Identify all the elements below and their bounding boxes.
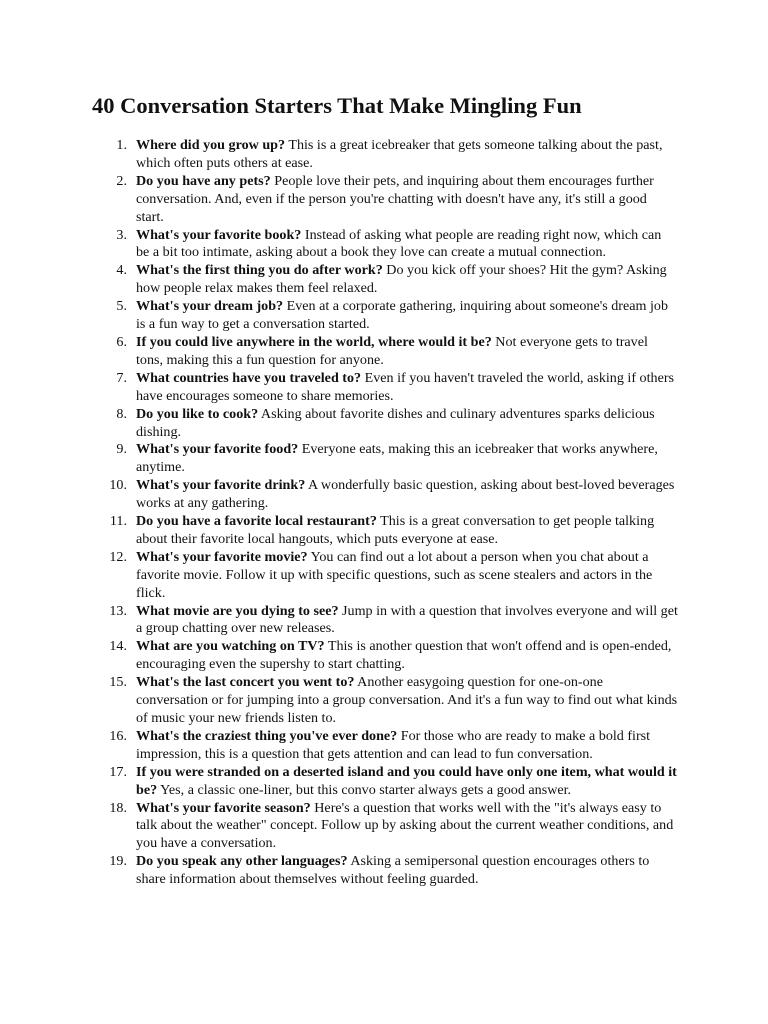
list-item <box>0 334 768 370</box>
item-number: 18. <box>109 799 127 816</box>
list-item <box>0 262 768 298</box>
item-text: This is another question that won't offend and is open-ended, encouraging even the supershy to start chatting. <box>136 638 672 673</box>
item-question: Do you speak any other languages? <box>136 853 348 870</box>
item-question: What's your favorite movie? <box>136 548 308 565</box>
item-question: What's the craziest thing you've ever done? <box>136 727 398 744</box>
list-item <box>0 603 768 639</box>
list-item <box>0 853 768 889</box>
item-text: Instead of asking what people are reading right now, which can be a bit too intimate, asking about a book they love can create a mutual connection. <box>136 226 662 261</box>
list-item <box>0 764 768 800</box>
item-text: Here's a question that works well with the "it's always easy to talk about the weather" concept. Follow up by asking about the current weather conditions, and you have a conversation. <box>136 799 674 852</box>
item-text: You can find out a lot about a person when you chat about a favorite movie. Follow it up with specific questions, such as scene stealers and actors in the flick. <box>136 548 653 601</box>
item-question: What are you watching on TV? <box>136 638 325 655</box>
list-item <box>0 441 768 477</box>
item-number: 4. <box>116 262 127 279</box>
list-item <box>0 513 768 549</box>
item-number: 2. <box>116 172 127 189</box>
item-question: What's your favorite drink? <box>136 477 306 494</box>
list-item <box>0 173 768 227</box>
item-number: 3. <box>116 226 127 243</box>
item-text: Everyone eats, making this an icebreaker that works anywhere, anytime. <box>136 441 658 476</box>
item-text: This is a great conversation to get people talking about their favorite local hangouts, which puts everyone at ease. <box>136 513 655 547</box>
list-item <box>0 728 768 764</box>
item-text: Asking a semipersonal question encourages others to share information about themselves without feeling guarded. <box>136 853 650 888</box>
item-text: A wonderfully basic question, asking about best-loved beverages works at any gathering. <box>136 477 675 512</box>
list-item <box>0 674 768 728</box>
item-text: For those who are ready to make a bold first impression, this is a question that gets attention and can lead to fun conversation. <box>136 727 651 762</box>
list-item <box>0 137 768 173</box>
item-question: What's your dream job? <box>136 298 284 315</box>
item-question: Do you have any pets? <box>136 172 271 189</box>
item-number: 12. <box>109 548 127 565</box>
item-question: What's your favorite food? <box>136 441 299 458</box>
item-question: Where did you grow up? <box>136 137 286 153</box>
item-text: Not everyone gets to travel tons, making this a fun question for anyone. <box>136 333 648 368</box>
item-question: If you could live anywhere in the world, where would it be? <box>136 333 492 350</box>
list-item <box>0 370 768 406</box>
item-question: What countries have you traveled to? <box>136 369 362 386</box>
item-number: 9. <box>116 441 127 458</box>
item-number: 14. <box>109 638 127 655</box>
item-question: What's the last concert you went to? <box>136 674 355 691</box>
item-number: 5. <box>116 298 127 315</box>
document-title: 40 Conversation Starters That Make Mingling Fun <box>92 93 582 118</box>
item-number: 19. <box>109 853 127 870</box>
item-number: 13. <box>109 602 127 619</box>
item-text: This is a great icebreaker that gets someone talking about the past, which often puts others at ease. <box>136 137 663 171</box>
item-text: Even at a corporate gathering, inquiring about someone's dream job is a fun way to get a conversation started. <box>136 298 669 333</box>
list-item <box>0 638 768 674</box>
item-number: 11. <box>109 513 127 530</box>
item-question: Do you like to cook? <box>136 405 259 422</box>
list-item <box>0 298 768 334</box>
item-question: What movie are you dying to see? <box>136 602 339 619</box>
item-number: 15. <box>109 674 127 691</box>
item-text: Jump in with a question that involves everyone and will get a group chatting over new releases. <box>136 602 678 637</box>
item-question: What's the first thing you do after work? <box>136 262 383 279</box>
list-item <box>0 227 768 263</box>
item-number: 16. <box>109 727 127 744</box>
item-question: What's your favorite season? <box>136 799 311 816</box>
item-number: 7. <box>116 369 127 386</box>
item-question: Do you have a favorite local restaurant? <box>136 513 377 530</box>
item-text: Do you kick off your shoes? Hit the gym? Asking how people relax makes them feel relaxed. <box>136 262 667 297</box>
starter-list <box>0 137 768 889</box>
item-text: Asking about favorite dishes and culinary adventures sparks delicious dishing. <box>136 405 655 440</box>
item-number: 6. <box>116 333 127 350</box>
item-question: What's your favorite book? <box>136 226 302 243</box>
item-number: 1. <box>116 137 127 153</box>
item-number: 17. <box>109 763 127 780</box>
item-text: Yes, a classic one-liner, but this convo starter always gets a good answer. <box>157 781 572 798</box>
item-text: People love their pets, and inquiring about them encourages further conversation. And, even if the person you're chatting with doesn't have any, it's still a good start. <box>136 172 654 225</box>
list-item <box>0 477 768 513</box>
item-text: Even if you haven't traveled the world, asking if others have encourages someone to share memories. <box>136 369 674 404</box>
list-item <box>0 406 768 442</box>
item-text: Another easygoing question for one-on-one conversation or for jumping into a group conversation. And it's a fun way to find out what kinds of music your new friends listen to. <box>136 674 678 726</box>
item-question: If you were stranded on a deserted island and you could have only one item, what would it be? <box>136 763 677 798</box>
list-item <box>0 549 768 603</box>
item-number: 10. <box>109 477 127 494</box>
list-item <box>0 800 768 854</box>
item-number: 8. <box>116 405 127 422</box>
